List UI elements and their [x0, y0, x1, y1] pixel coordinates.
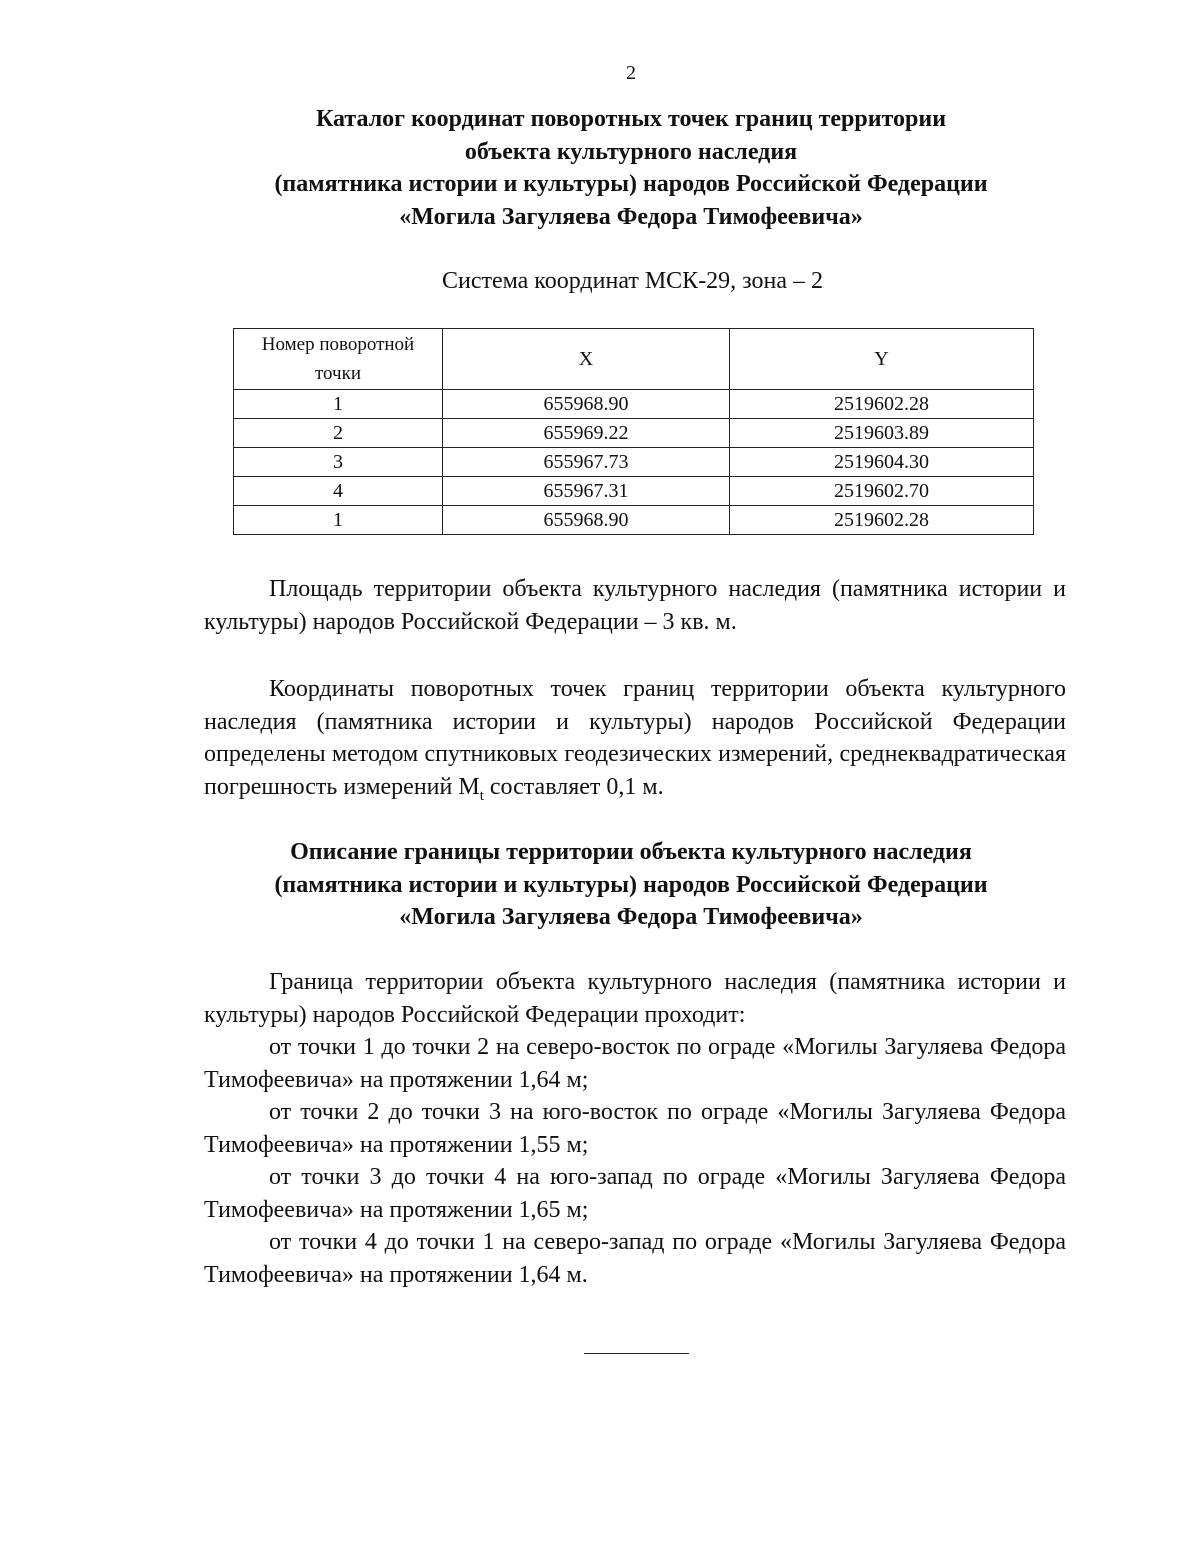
- table-row: [234, 390, 1034, 419]
- description-title-line: Описание границы территории объекта культурного наследия: [290, 839, 972, 865]
- accuracy-text: Координаты поворотных точек границ территории объекта культурного наследия (памятника истории и культуры) народов Российской Федерации определены методом спутниковых геодезических измерений, среднеквадратическая погрешность измерений M: [204, 676, 1066, 800]
- segment-paragraph: от точки 1 до точки 2 на северо-восток по ограде «Могилы Загуляева Федора Тимофеевича» на протяжении 1,64 м;: [204, 1034, 1066, 1093]
- header-point-line1: Номер поворотной: [261, 334, 415, 355]
- cell-x: 655967.73: [443, 448, 730, 477]
- cell-x: 655968.90: [443, 390, 730, 419]
- catalog-title-line: Каталог координат поворотных точек границ территории: [315, 106, 947, 132]
- cell-y: 2519602.28: [730, 506, 1034, 535]
- header-point-number: [234, 329, 443, 390]
- catalog-title: [180, 103, 1082, 233]
- table-row: [234, 506, 1034, 535]
- catalog-title-line: (памятника истории и культуры) народов Российской Федерации: [274, 171, 988, 197]
- header-point-line2: точки: [314, 363, 361, 384]
- description-title-line: (памятника истории и культуры) народов Российской Федерации: [274, 871, 988, 898]
- cell-y: 2519602.28: [730, 390, 1034, 419]
- accuracy-text-end: составляет 0,1 м.: [483, 773, 664, 800]
- description-title-line: «Могила Загуляева Федора Тимофеевича»: [399, 904, 863, 930]
- catalog-title-line: «Могила Загуляева Федора Тимофеевича»: [399, 203, 863, 230]
- cell-point: 1: [234, 390, 443, 419]
- cell-x: 655969.22: [443, 419, 730, 448]
- segment-paragraph: от точки 2 до точки 3 на юго-восток по ограде «Могилы Загуляева Федора Тимофеевича» на протяжении 1,55 м;: [204, 1099, 1066, 1158]
- header-y: Y: [730, 329, 1034, 390]
- cell-y: 2519602.70: [730, 477, 1034, 506]
- cell-point: 3: [234, 448, 443, 477]
- catalog-title-line: объекта культурного наследия: [464, 138, 798, 165]
- description-title: [180, 836, 1082, 934]
- cell-point: 1: [234, 506, 443, 535]
- cell-point: 2: [234, 419, 443, 448]
- cell-x: 655968.90: [443, 506, 730, 535]
- page-number: 2: [626, 62, 636, 84]
- segment-paragraph: от точки 3 до точки 4 на юго-запад по ограде «Могилы Загуляева Федора Тимофеевича» на протяжении 1,65 м;: [204, 1164, 1066, 1223]
- accuracy-paragraph: [204, 673, 1066, 812]
- coordinate-system-label: Система координат МСК-29, зона – 2: [441, 268, 824, 294]
- cell-y: 2519603.89: [730, 419, 1034, 448]
- segment-paragraph: от точки 4 до точки 1 на северо-запад по ограде «Могилы Загуляева Федора Тимофеевича» на протяжении 1,64 м.: [204, 1229, 1066, 1288]
- cell-x: 655967.31: [443, 477, 730, 506]
- cell-y: 2519604.30: [730, 448, 1034, 477]
- table-row: [234, 477, 1034, 506]
- coordinates-table: [233, 328, 1034, 535]
- table-row: [234, 448, 1034, 477]
- cell-point: 4: [234, 477, 443, 506]
- accuracy-subscript: t: [479, 787, 484, 804]
- table-header-row: [234, 329, 1034, 390]
- header-x: X: [443, 329, 730, 390]
- border-intro-paragraph: Граница территории объекта культурного наследия (памятника истории и культуры) народов Российской Федерации проходит:: [204, 969, 1066, 1028]
- area-paragraph: Площадь территории объекта культурного наследия (памятника истории и культуры) народов Российской Федерации – 3 кв. м.: [204, 576, 1066, 635]
- end-divider: [584, 1353, 689, 1354]
- table-row: [234, 419, 1034, 448]
